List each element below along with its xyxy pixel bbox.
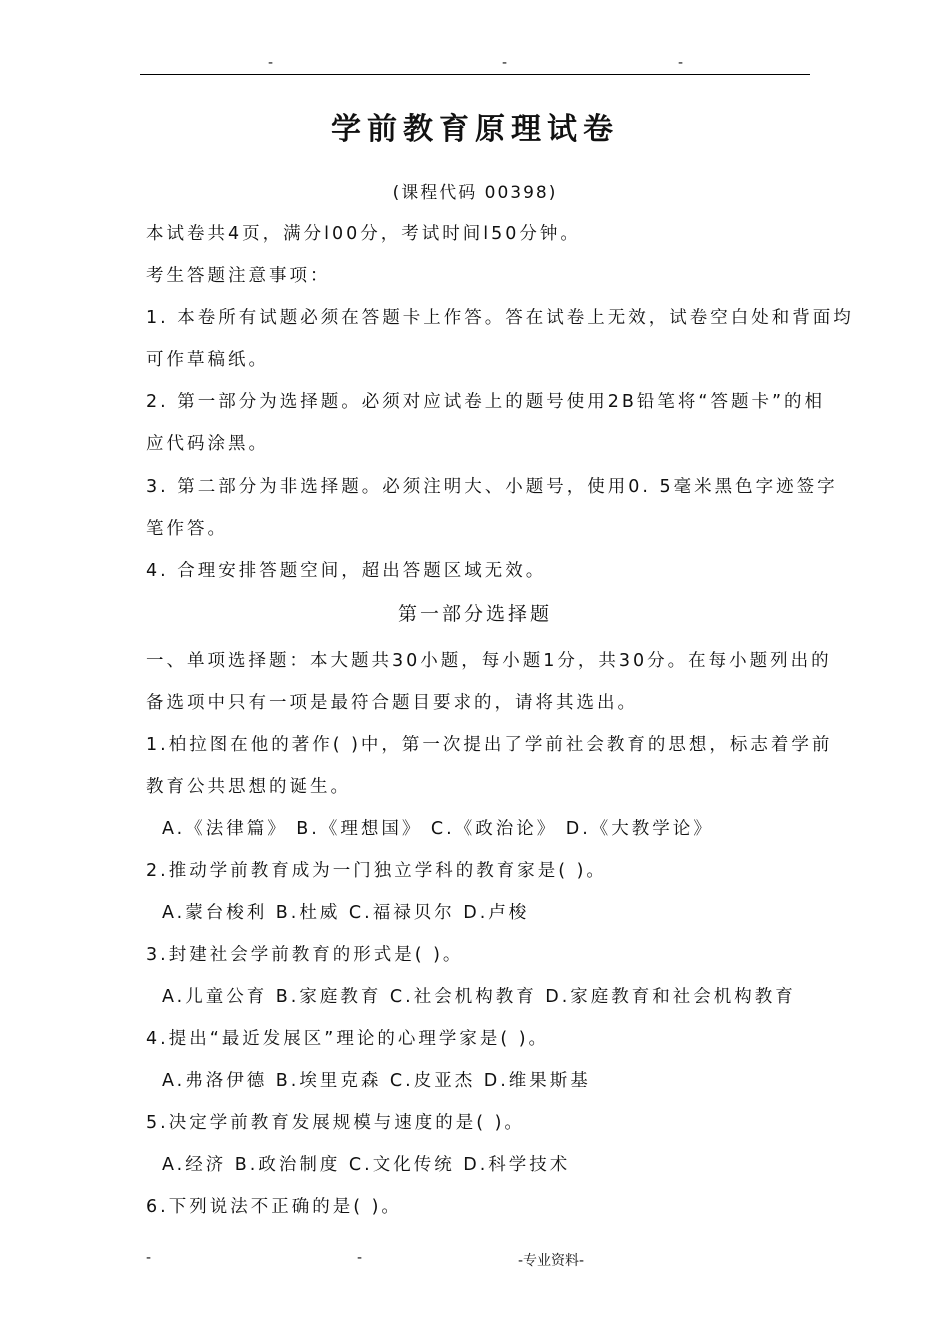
question-stem: 2.推动学前教育成为一门独立学科的教育家是( )。 bbox=[146, 861, 607, 881]
question-stem: 1.柏拉图在他的著作( )中，第一次提出了学前社会教育的思想，标志着学前 bbox=[146, 735, 833, 755]
notice-line: 应代码涂黑。 bbox=[146, 434, 269, 454]
course-code: (课程代码 00398) bbox=[392, 183, 558, 203]
section-instruction: 一、单项选择题：本大题共30小题，每小题1分，共30分。在每小题列出的 bbox=[146, 651, 832, 671]
header-rule bbox=[140, 74, 810, 75]
header-mark: - bbox=[678, 55, 684, 71]
question-options: A.蒙台梭利 B.杜威 C.福禄贝尔 D.卢梭 bbox=[162, 903, 530, 923]
header-mark: - bbox=[268, 55, 274, 71]
notice-line: 1. 本卷所有试题必须在答题卡上作答。答在试卷上无效，试卷空白处和背面均 bbox=[146, 308, 854, 328]
question-stem: 教育公共思想的诞生。 bbox=[146, 777, 351, 797]
footer-mark: - bbox=[357, 1250, 363, 1266]
exam-intro: 本试卷共4页，满分l00分，考试时间l50分钟。 bbox=[146, 224, 581, 244]
header-mark: - bbox=[502, 55, 508, 71]
section-instruction: 备选项中只有一项是最符合题目要求的，请将其选出。 bbox=[146, 693, 638, 713]
page-title: 学前教育原理试卷 bbox=[331, 112, 619, 147]
question-stem: 3.封建社会学前教育的形式是( )。 bbox=[146, 945, 464, 965]
notice-line: 可作草稿纸。 bbox=[146, 350, 269, 370]
notice-line: 4. 合理安排答题空间，超出答题区域无效。 bbox=[146, 561, 547, 581]
notice-line: 笔作答。 bbox=[146, 519, 228, 539]
footer-label: -专业资料- bbox=[518, 1253, 585, 1269]
notice-line: 2. 第一部分为选择题。必须对应试卷上的题号使用2B铅笔将“答题卡”的相 bbox=[146, 392, 826, 412]
footer-mark: - bbox=[146, 1250, 152, 1266]
question-stem: 5.决定学前教育发展规模与速度的是( )。 bbox=[146, 1113, 525, 1133]
question-options: A.经济 B.政治制度 C.文化传统 D.科学技术 bbox=[162, 1155, 571, 1175]
notice-heading: 考生答题注意事项： bbox=[146, 266, 331, 286]
question-options: A.弗洛伊德 B.埃里克森 C.皮亚杰 D.维果斯基 bbox=[162, 1071, 591, 1091]
question-stem: 4.提出“最近发展区”理论的心理学家是( )。 bbox=[146, 1029, 550, 1049]
part-title: 第一部分选择题 bbox=[397, 603, 552, 625]
question-stem: 6.下列说法不正确的是( )。 bbox=[146, 1197, 402, 1217]
notice-line: 3. 第二部分为非选择题。必须注明大、小题号，使用0. 5毫米黑色字迹签字 bbox=[146, 477, 838, 497]
question-options: A.《法律篇》 B.《理想国》 C.《政治论》 D.《大教学论》 bbox=[162, 819, 714, 839]
question-options: A.儿童公育 B.家庭教育 C.社会机构教育 D.家庭教育和社会机构教育 bbox=[162, 987, 796, 1007]
